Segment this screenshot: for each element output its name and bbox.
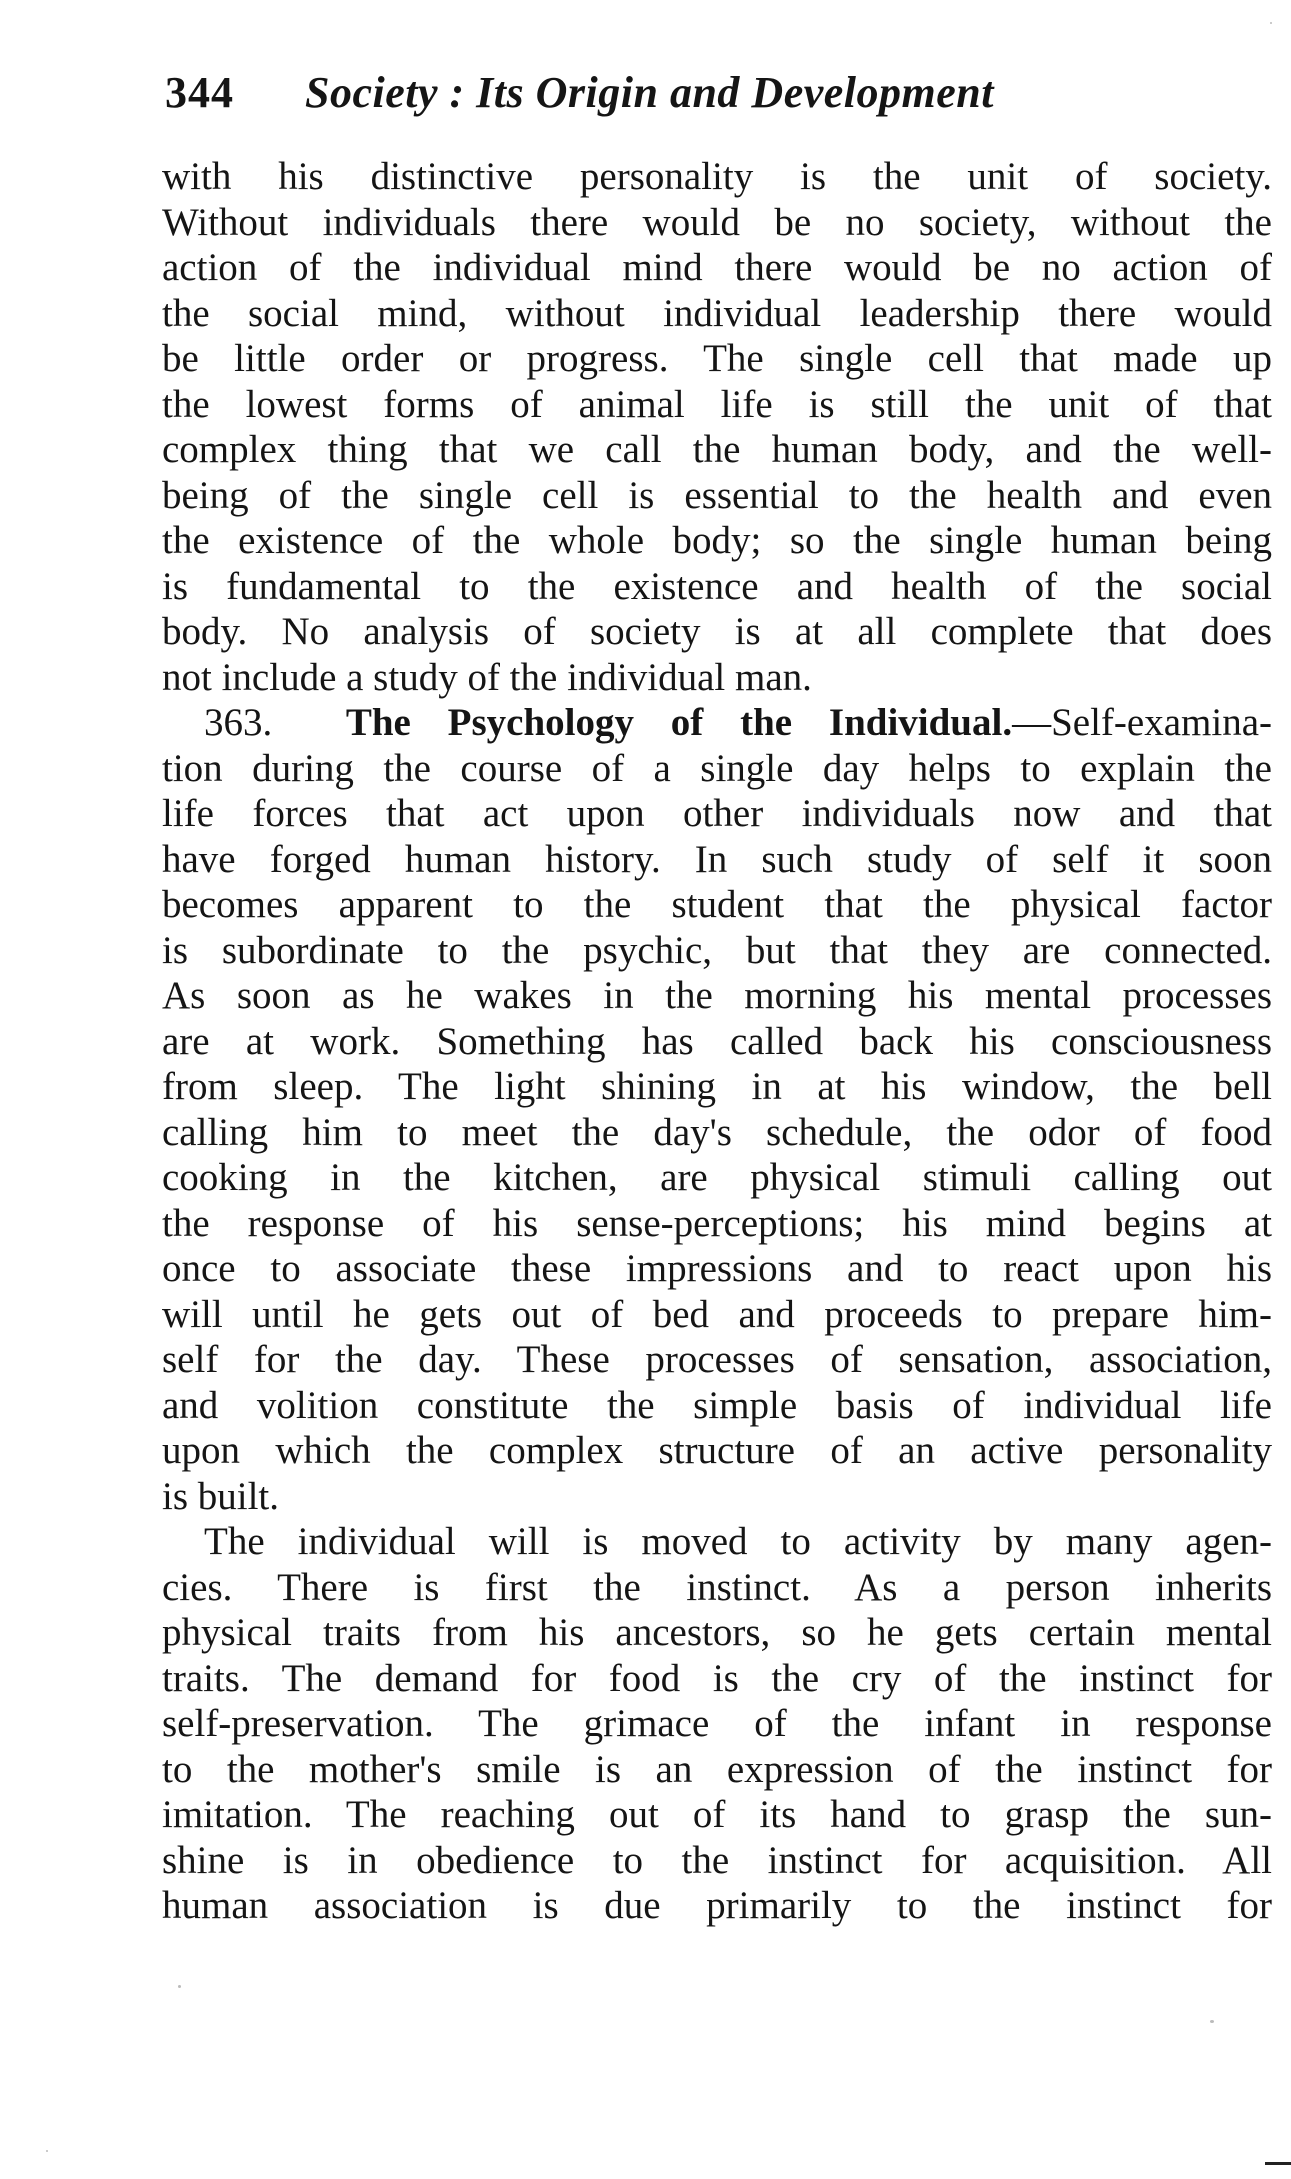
paper-speck [1270, 22, 1272, 24]
page-number: 344 [165, 68, 234, 117]
text-line: becomes apparent to the student that the physical factor [162, 883, 1272, 926]
text-line: and volition constitute the simple basis of individual life [162, 1383, 1272, 1427]
body-text [162, 154, 1272, 1929]
text-line: self-preservation. The grimace of the infant in response [162, 1702, 1272, 1745]
section-title: The Psychology of the Individual. [345, 701, 1013, 744]
text-line: are at work. Something has called back his consciousness [162, 1019, 1272, 1063]
text-line: the lowest forms of animal life is still the unit of that [162, 382, 1272, 426]
text-line: with his distinctive personality is the unit of society. [162, 155, 1272, 198]
text-line: is subordinate to the psychic, but that they are connected. [162, 928, 1272, 972]
text-line: cies. There is first the instinct. As a person inherits [162, 1565, 1272, 1609]
text-line: shine is in obedience to the instinct for acquisition. All [162, 1838, 1272, 1882]
text-line: complex thing that we call the human body, and the well- [162, 428, 1272, 471]
text-line: being of the single cell is essential to the health and even [162, 473, 1272, 517]
paper-speck [1210, 2020, 1214, 2023]
text-line: calling him to meet the day's schedule, the odor of food [162, 1110, 1272, 1154]
scan-edge-mark [1265, 2162, 1291, 2165]
text-line: body. No analysis of society is at all complete that does [162, 610, 1272, 653]
text-line: is fundamental to the existence and health of the social [162, 564, 1272, 608]
text-line: the response of his sense-perceptions; his mind begins at [162, 1201, 1272, 1245]
text-line: will until he gets out of bed and proceeds to prepare him- [162, 1292, 1272, 1336]
text-line: human association is due primarily to the instinct for [162, 1884, 1272, 1927]
text-line: action of the individual mind there would be no action of [162, 246, 1272, 289]
text-line: upon which the complex structure of an active personality [162, 1429, 1272, 1472]
section-heading-line [162, 700, 1272, 746]
text-line: have forged human history. In such study of self it soon [162, 837, 1272, 881]
text-line: the existence of the whole body; so the single human being [162, 519, 1272, 562]
page-header [165, 58, 1265, 128]
text-line: traits. The demand for food is the cry of the instinct for [162, 1656, 1272, 1700]
running-title: Society : Its Origin and Development [305, 68, 994, 117]
text-line: be little order or progress. The single cell that made up [162, 337, 1272, 380]
text-line: cooking in the kitchen, are physical stimuli calling out [162, 1156, 1272, 1199]
text-line: life forces that act upon other individuals now and that [162, 792, 1272, 835]
section-number: 363. [204, 701, 273, 744]
text-line: not include a study of the individual man. [162, 655, 812, 699]
paper-speck [178, 1985, 181, 1988]
text-line: physical traits from his ancestors, so he gets certain mental [162, 1611, 1272, 1654]
text-line: Without individuals there would be no society, without the [162, 200, 1272, 244]
text-line: once to associate these impressions and to react upon his [162, 1247, 1272, 1290]
text-line: the social mind, without individual leadership there would [162, 291, 1272, 335]
text-line: self for the day. These processes of sensation, association, [162, 1338, 1272, 1381]
text-line-tail: —Self-examina- [1012, 701, 1272, 744]
text-line: is built. [162, 1474, 280, 1518]
text-line: tion during the course of a single day helps to explain the [162, 746, 1272, 790]
text-line: The individual will is moved to activity by many agen- [204, 1520, 1272, 1563]
text-line: from sleep. The light shining in at his window, the bell [162, 1065, 1272, 1108]
paper-speck [46, 2150, 48, 2152]
text-line: to the mother's smile is an expression of the instinct for [162, 1747, 1272, 1791]
text-line: imitation. The reaching out of its hand to grasp the sun- [162, 1793, 1272, 1836]
text-line: As soon as he wakes in the morning his mental processes [162, 974, 1272, 1017]
